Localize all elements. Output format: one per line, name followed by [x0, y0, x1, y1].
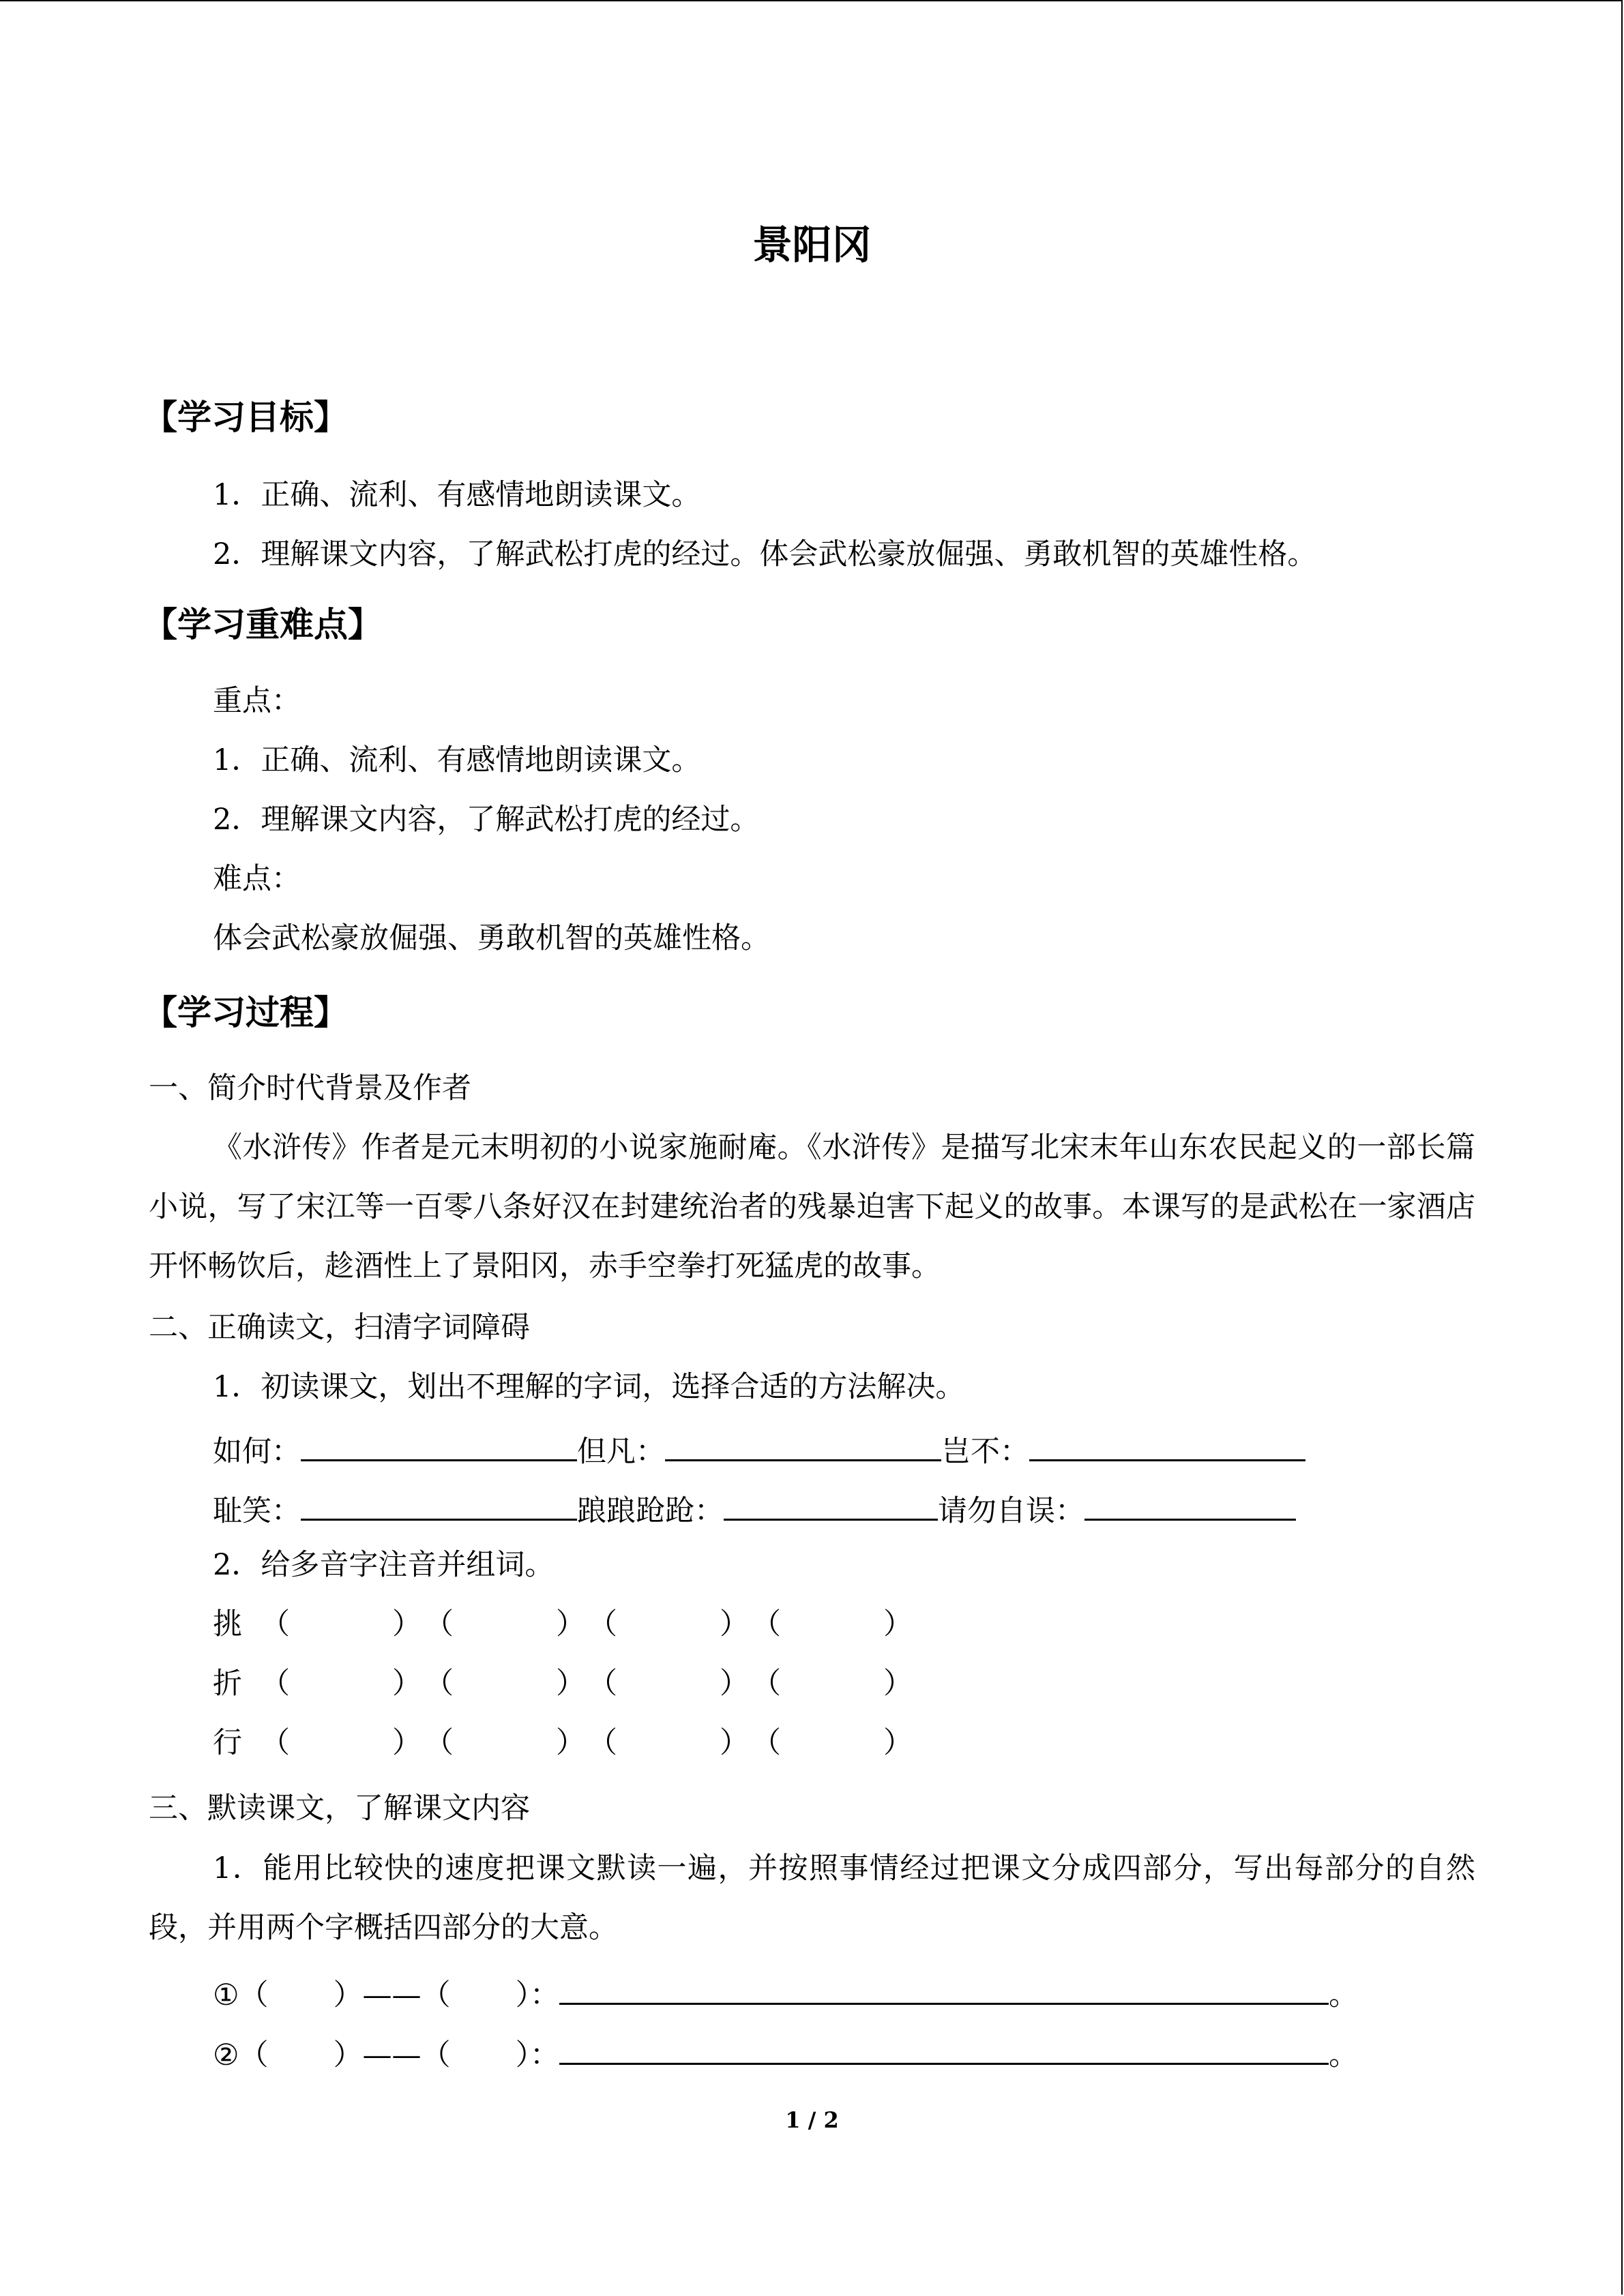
- answer-parens[interactable]: （ ）: [424, 1726, 585, 1760]
- answer-blank-2[interactable]: [559, 2036, 1329, 2065]
- answer-parens[interactable]: （ ）: [424, 1607, 585, 1641]
- answer-parens[interactable]: （ ）: [752, 1607, 913, 1641]
- word-label-ruhe: 如何：: [213, 1435, 301, 1469]
- polyphone-row-tiao: [213, 1607, 915, 1641]
- word-label-liangqiang: 踉踉跄跄：: [577, 1494, 724, 1528]
- focus-item-1: 1．正确、流利、有感情地朗读课文。: [213, 743, 701, 777]
- process-heading: 【学习过程】: [143, 993, 348, 1032]
- answer-parens[interactable]: （ ）: [424, 1667, 585, 1701]
- answer-parens[interactable]: （ ）: [752, 1726, 913, 1760]
- difficulty-label: 难点：: [213, 862, 301, 896]
- word-label-danfan: 但凡：: [577, 1435, 665, 1469]
- answer-line-2: ②（ ）——（ ）： 。: [213, 2036, 1358, 2070]
- word-blank-qibu[interactable]: [1029, 1432, 1305, 1461]
- goal-item-2: 2．理解课文内容，了解武松打虎的经过。体会武松豪放倔强、勇敢机智的英雄性格。: [213, 537, 1317, 571]
- word-label-qibu: 岂不：: [941, 1435, 1029, 1469]
- answer-parens[interactable]: （ ）: [588, 1726, 749, 1760]
- difficulty-text: 体会武松豪放倔强、勇敢机智的英雄性格。: [213, 921, 770, 955]
- word-label-chixiao: 耻笑：: [213, 1494, 301, 1528]
- part3-question-1: 1．能用比较快的速度把课文默读一遍，并按照事情经过把课文分成四部分，写出每部分的自然段，并用两个字概括四部分的大意。: [149, 1851, 1475, 1945]
- answer-parens[interactable]: （ ）: [752, 1667, 913, 1701]
- word-blank-danfan[interactable]: [665, 1432, 941, 1461]
- page-number: 1 / 2: [785, 2107, 839, 2133]
- polyphone-row-zhe: [213, 1669, 915, 1699]
- part1-title: 一、简介时代背景及作者: [149, 1071, 471, 1105]
- answer-parens[interactable]: （ ）: [588, 1607, 749, 1641]
- word-blank-ruhe[interactable]: [301, 1432, 577, 1461]
- answer-parens[interactable]: （ ）: [261, 1726, 422, 1760]
- focus-label: 重点：: [213, 684, 301, 718]
- part1-paragraph: 《水浒传》作者是元末明初的小说家施耐庵。《水浒传》是描写北宋末年山东农民起义的一部长篇小说，写了宋江等一百零八条好汉在封建统治者的残暴迫害下起义的故事。本课写的是武松在一家酒店开怀畅饮后，趁酒性上了景阳冈，赤手空拳打死猛虎的故事。: [149, 1131, 1475, 1283]
- part2-title: 二、正确读文，扫清字词障碍: [149, 1311, 530, 1345]
- word-label-qingwu: 请勿自误：: [938, 1494, 1084, 1528]
- part3-title: 三、默读课文，了解课文内容: [149, 1791, 530, 1825]
- key-points-heading: 【学习重难点】: [143, 605, 382, 644]
- focus-item-2: 2．理解课文内容，了解武松打虎的经过。: [213, 803, 760, 837]
- answer-blank-1[interactable]: [559, 1976, 1329, 2005]
- answer-parens[interactable]: （ ）: [261, 1607, 422, 1641]
- answer-parens[interactable]: （ ）: [261, 1667, 422, 1701]
- word-row-2: [213, 1491, 1296, 1526]
- goals-heading: 【学习目标】: [143, 398, 348, 437]
- word-row-1: [213, 1432, 1305, 1467]
- polyphone-char: 折: [213, 1667, 242, 1701]
- polyphone-char: 挑: [213, 1607, 242, 1641]
- word-blank-liangqiang[interactable]: [724, 1491, 938, 1521]
- goal-item-1: 1．正确、流利、有感情地朗读课文。: [213, 478, 701, 512]
- word-blank-qingwu[interactable]: [1084, 1491, 1296, 1521]
- polyphone-char: 行: [213, 1726, 242, 1760]
- page-title: 景阳冈: [752, 222, 872, 268]
- answer-line-1: ①（ ）——（ ）： 。: [213, 1976, 1358, 2010]
- polyphone-row-xing: [213, 1726, 915, 1760]
- part2-question-2: 2．给多音字注音并组词。: [213, 1548, 555, 1582]
- answer-parens[interactable]: （ ）: [588, 1667, 749, 1701]
- word-blank-chixiao[interactable]: [301, 1491, 577, 1521]
- part2-question-1: 1．初读课文，划出不理解的字词，选择合适的方法解决。: [213, 1370, 965, 1404]
